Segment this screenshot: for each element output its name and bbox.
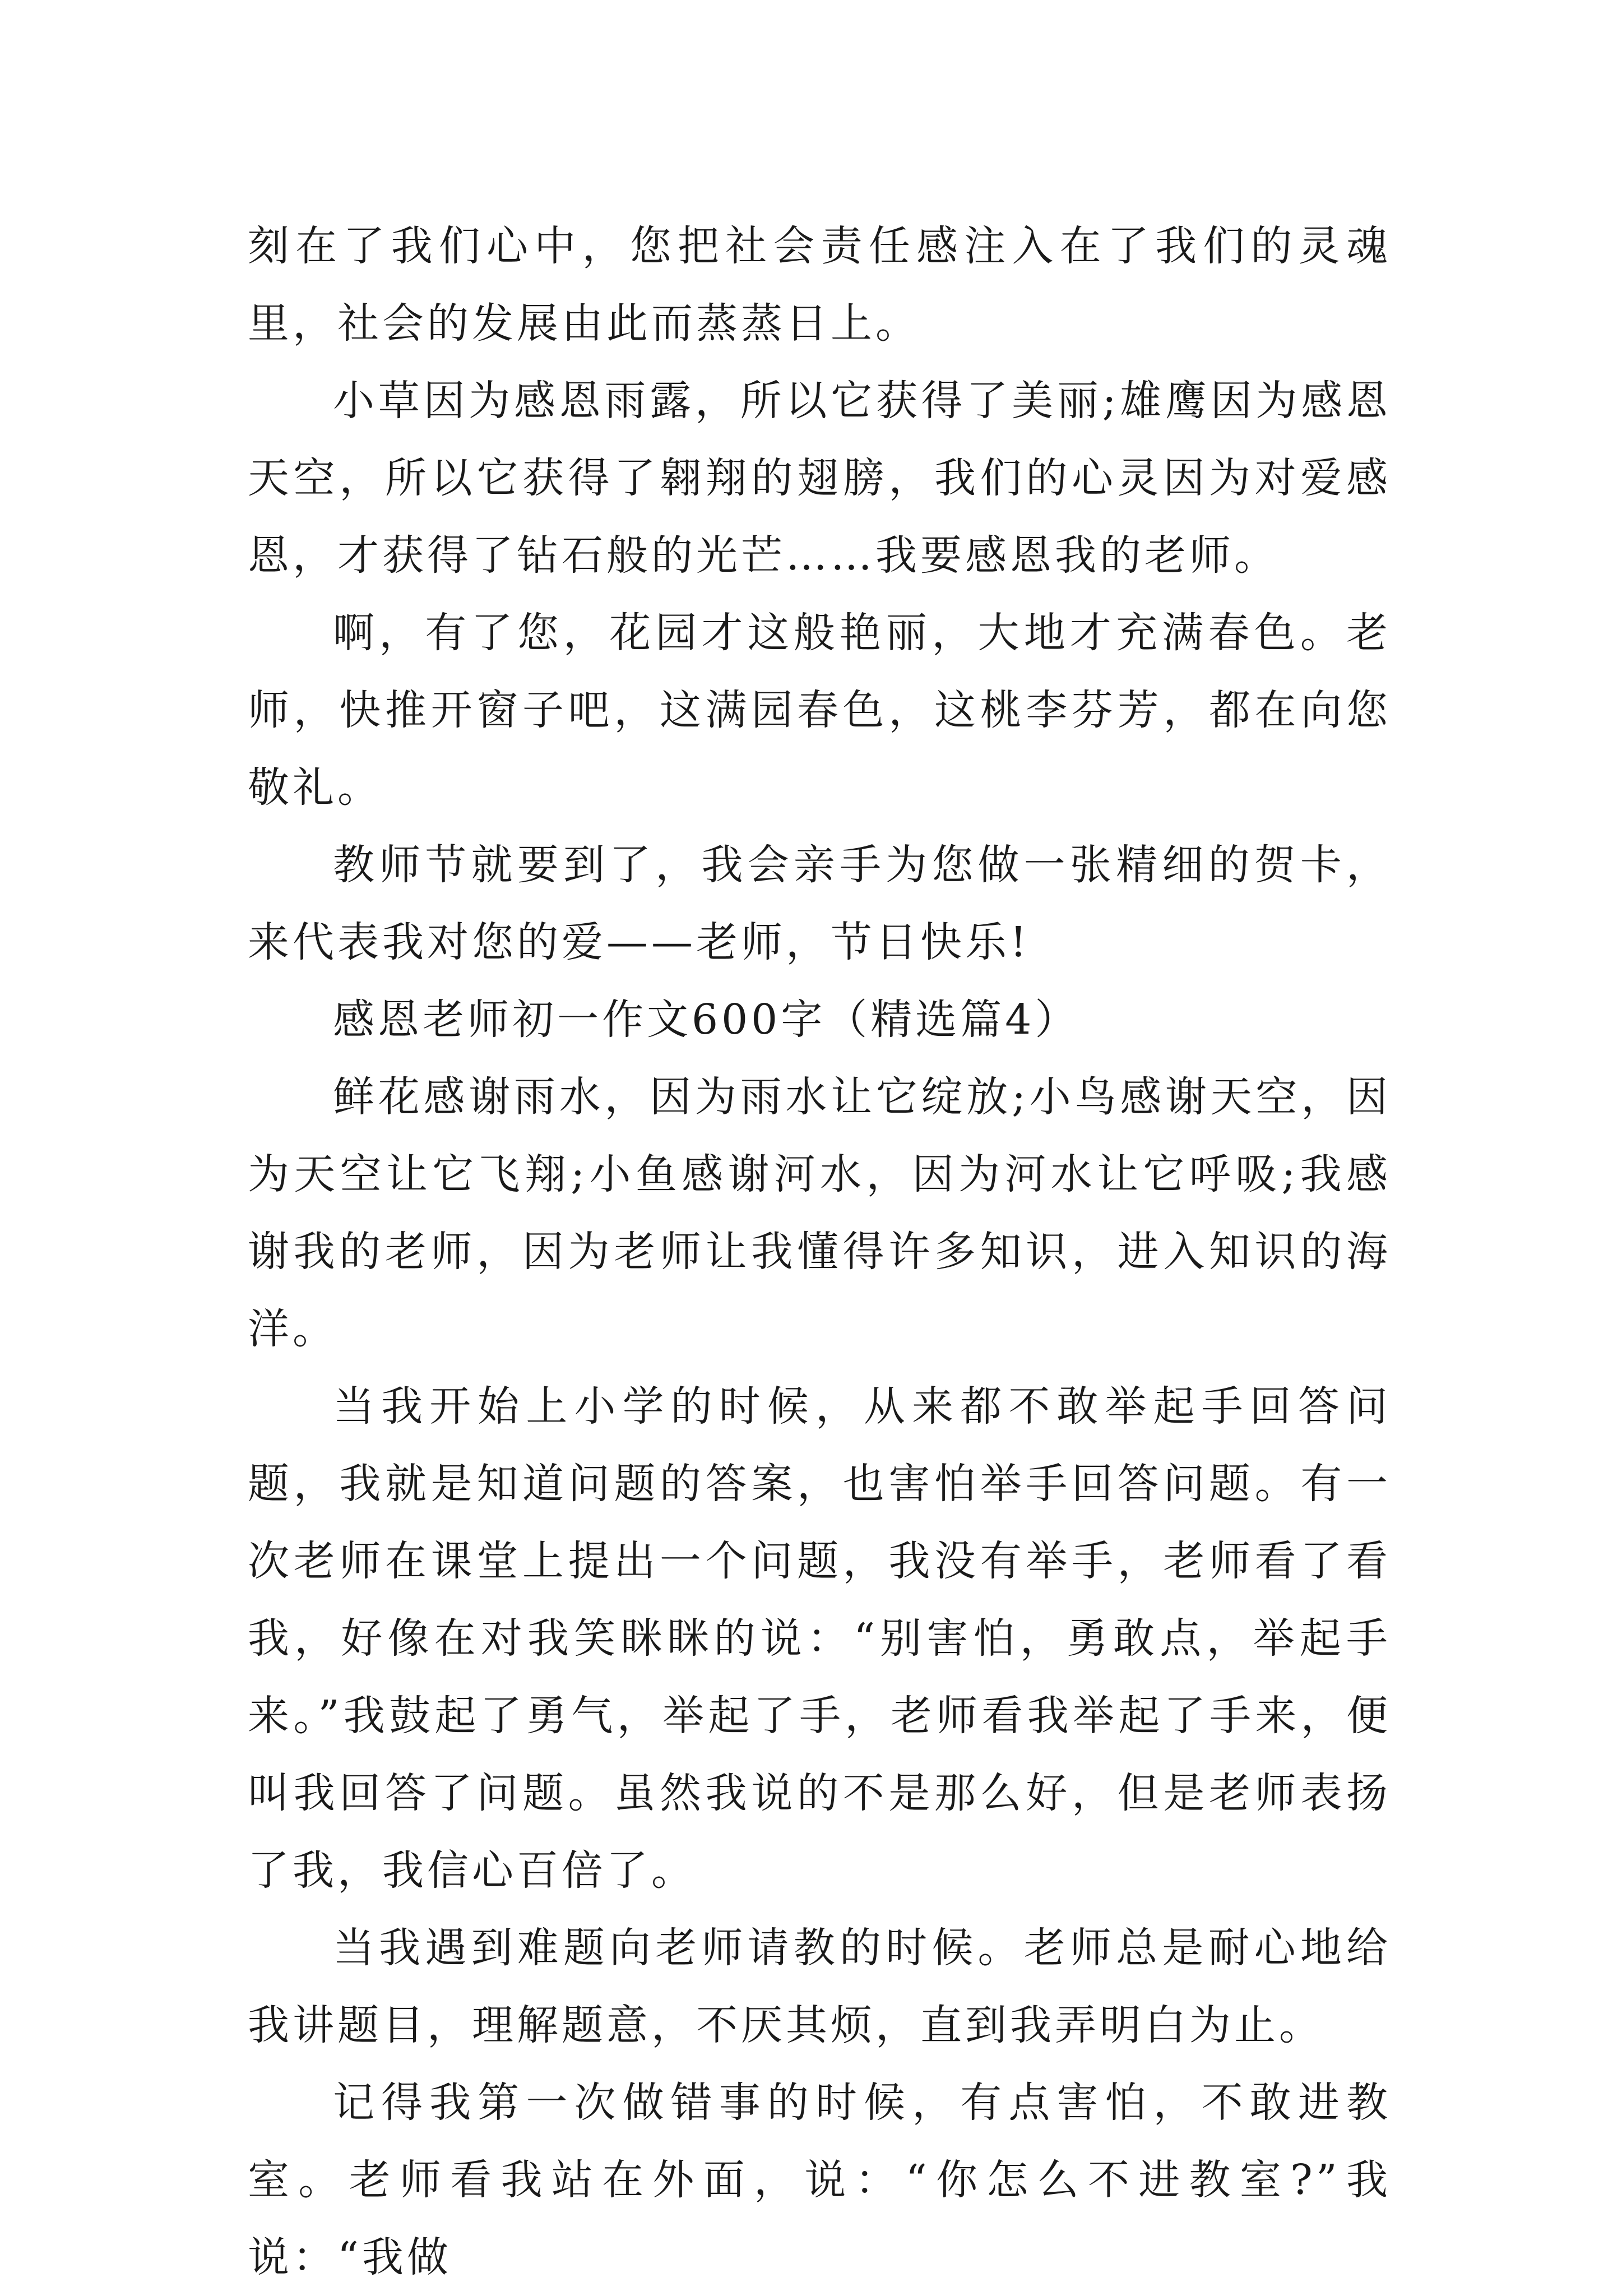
- paragraph-5: 鲜花感谢雨水，因为雨水让它绽放;小鸟感谢天空，因为天空让它飞翔;小鱼感谢河水，因为河水让它呼吸;我感谢我的老师，因为老师让我懂得许多知识，进入知识的海洋。: [248, 1073, 1391, 1353]
- paragraph-2: 小草因为感恩雨露，所以它获得了美丽;雄鹰因为感恩天空，所以它获得了翱翔的翅膀，我们的心灵因为对爱感恩，才获得了钻石般的光芒……我要感恩我的老师。: [248, 377, 1391, 580]
- document-body: [248, 207, 1391, 2296]
- paragraph-6: 当我开始上小学的时候，从来都不敢举起手回答问题，我就是知道问题的答案，也害怕举手回答问题。有一次老师在课堂上提出一个问题，我没有举手，老师看了看我，好像在对我笑眯眯的说：“别害怕，勇敢点，举起手来。”我鼓起了勇气，举起了手，老师看我举起了手来，便叫我回答了问题。虽然我说的不是那么好，但是老师表扬了我，我信心百倍了。: [248, 1382, 1391, 1895]
- paragraph-8: 记得我第一次做错事的时候，有点害怕，不敢进教室。老师看我站在外面，说：“你怎么不进教室?”我说：“我做: [248, 2079, 1391, 2281]
- paragraph-3: 啊，有了您，花园才这般艳丽，大地才充满春色。老师，快推开窗子吧，这满园春色，这桃李芬芳，都在向您敬礼。: [248, 609, 1391, 812]
- paragraph-4: 教师节就要到了，我会亲手为您做一张精细的贺卡，来代表我对您的爱——老师，节日快乐!: [248, 841, 1391, 966]
- paragraph-7: 当我遇到难题向老师请教的时候。老师总是耐心地给我讲题目，理解题意，不厌其烦，直到我弄明白为止。: [248, 1924, 1391, 2049]
- paragraph-1: 刻在了我们心中，您把社会责任感注入在了我们的灵魂里，社会的发展由此而蒸蒸日上。: [248, 222, 1391, 348]
- section-heading: 感恩老师初一作文600字（精选篇4）: [333, 996, 1080, 1044]
